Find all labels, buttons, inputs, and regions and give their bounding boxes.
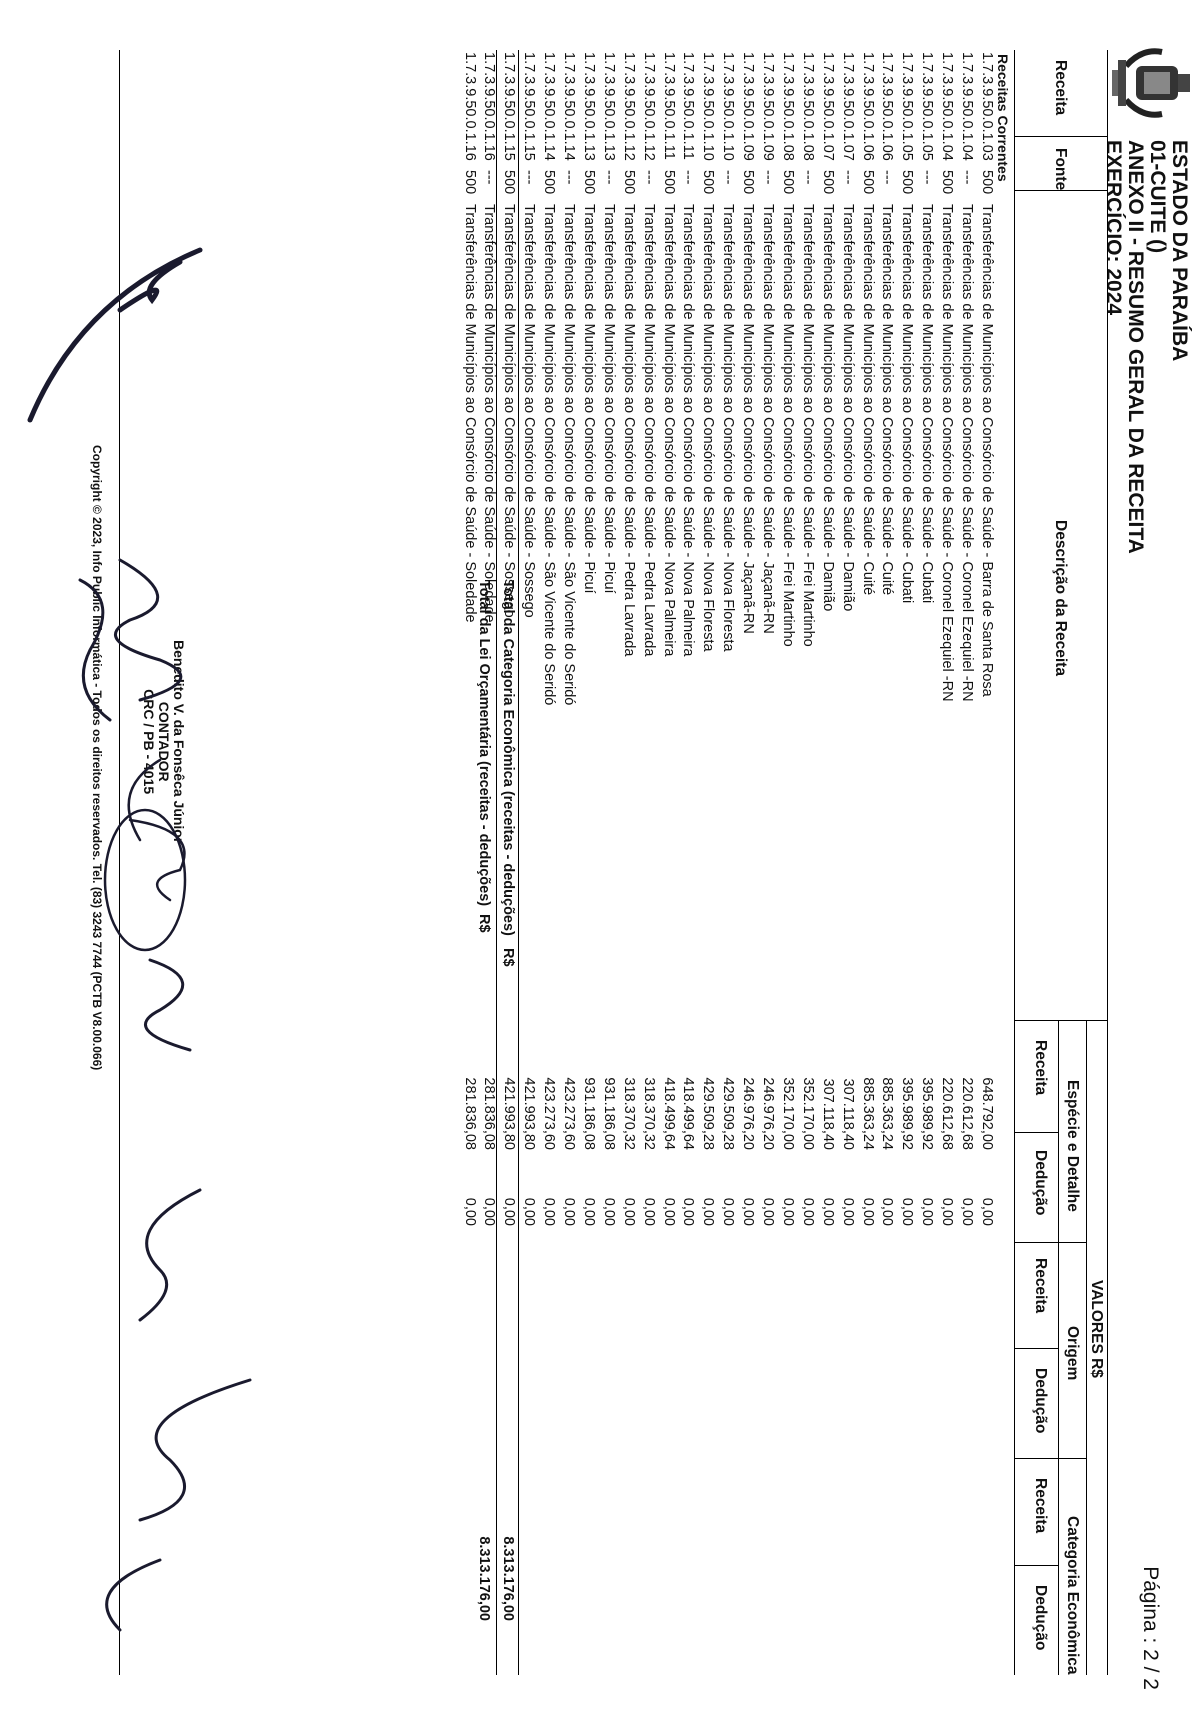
row-deducao: 0,00: [640, 1197, 657, 1226]
row-description: Transferências de Municípios ao Consórcio de Saúde - Pedra Lavrada: [620, 204, 637, 657]
signature-6: [107, 1190, 250, 1630]
row-fonte: ---: [481, 170, 498, 185]
row-fonte: 500: [819, 170, 836, 195]
col-especie: Espécie e Detalhe: [1064, 1080, 1081, 1212]
col-origem: Origem: [1064, 1326, 1081, 1381]
row-fonte: ---: [760, 170, 777, 185]
copyright-footer: Copyright © 2023, Info Public Informática - Todos os direitos reservados. Tel. (83) 3243 7744 (PCTB V8.00.066): [90, 445, 104, 1071]
row-fonte: 500: [660, 170, 677, 195]
row-fonte: 500: [740, 170, 757, 195]
row-fonte: ---: [561, 170, 578, 185]
row-description: Transferências de Municípios ao Consórcio de Saúde - Coronel Ezequiel -RN: [939, 204, 956, 702]
row-code: 1.7.3.9.50.0.1.04: [959, 52, 976, 161]
row-description: Transferências de Municípios ao Consórcio de Saúde - Cuité: [859, 204, 876, 596]
row-code: 1.7.3.9.50.0.1.15: [501, 52, 518, 161]
row-fonte: 500: [780, 170, 796, 195]
row-deducao: 0,00: [799, 1197, 816, 1226]
col-fonte: Fonte: [1052, 148, 1069, 191]
row-receita: 418.499,64: [680, 1077, 697, 1150]
row-code: 1.7.3.9.50.0.1.04: [939, 52, 956, 161]
row-deducao: 0,00: [839, 1197, 856, 1226]
row-code: 1.7.3.9.50.0.1.11: [680, 52, 697, 160]
row-fonte: 500: [700, 170, 717, 195]
row-fonte: 500: [581, 170, 597, 195]
row-description: Transferências de Municípios ao Consórcio de Saúde - São Vicente do Seridó: [541, 204, 558, 706]
row-code: 1.7.3.9.50.0.1.09: [760, 52, 777, 161]
row-deducao: 0,00: [481, 1197, 498, 1226]
row-code: 1.7.3.9.50.0.1.11: [660, 52, 677, 160]
row-fonte: 500: [859, 170, 876, 195]
row-deducao: 0,00: [959, 1197, 976, 1226]
section-label: Receitas Correntes: [995, 54, 1011, 182]
row-description: Transferências de Municípios ao Consórcio de Saúde - Nova Palmeira: [680, 204, 697, 657]
page-number: Página : 2 / 2: [1139, 1566, 1162, 1690]
row-description: Transferências de Municípios ao Consórcio de Saúde - Cubati: [919, 204, 936, 604]
row-deducao: 0,00: [919, 1197, 936, 1226]
row-code: 1.7.3.9.50.0.1.13: [581, 52, 597, 161]
row-code: 1.7.3.9.50.0.1.07: [839, 52, 856, 161]
stamp-crc: CRC / PB - 4015: [141, 689, 157, 795]
row-receita: 421.993,80: [521, 1077, 538, 1150]
row-fonte: 500: [939, 170, 956, 195]
row-deducao: 0,00: [620, 1197, 637, 1226]
row-receita: 885.363,24: [879, 1077, 896, 1150]
row-deducao: 0,00: [979, 1197, 995, 1226]
total-categoria-value: 8.313.176,00: [500, 1536, 516, 1621]
row-code: 1.7.3.9.50.0.1.12: [640, 52, 657, 161]
total-categoria-currency: R$: [500, 948, 516, 967]
especie-receita: Receita: [1032, 1040, 1049, 1096]
row-deducao: 0,00: [720, 1197, 737, 1226]
row-description: Transferências de Municípios ao Consórcio de Saúde - Cubati: [899, 204, 916, 604]
row-code: 1.7.3.9.50.0.1.14: [561, 52, 578, 161]
total-lei-label: Total da Lei Orçamentária (receitas - deduções): [476, 580, 492, 907]
row-fonte: ---: [720, 170, 737, 185]
categoria-receita: Receita: [1032, 1478, 1049, 1534]
row-deducao: 0,00: [501, 1197, 518, 1226]
row-receita: 423.273,60: [561, 1077, 578, 1150]
row-description: Transferências de Municípios ao Consórcio de Saúde - Damião: [819, 204, 836, 612]
row-fonte: 500: [979, 170, 995, 195]
row-description: Transferências de Municípios ao Consórcio de Saúde - Jaçanã-RN: [760, 204, 777, 634]
signature-3: [129, 760, 185, 900]
row-fonte: ---: [600, 170, 617, 185]
row-code: 1.7.3.9.50.0.1.13: [600, 52, 617, 161]
row-deducao: 0,00: [939, 1197, 956, 1226]
row-code: 1.7.3.9.50.0.1.08: [780, 52, 796, 161]
row-deducao: 0,00: [780, 1197, 796, 1226]
row-code: 1.7.3.9.50.0.1.05: [899, 52, 916, 161]
total-categoria-label: Total da Categoria Econômica (receitas - deduções): [500, 580, 516, 936]
row-description: Transferências de Municípios ao Consórcio de Saúde - Soledade: [481, 204, 498, 623]
col-descricao: Descrição da Receita: [1052, 520, 1069, 676]
row-description: Transferências de Municípios ao Consórcio de Saúde - Damião: [839, 204, 856, 612]
stamp-role: CONTADOR: [156, 701, 172, 782]
row-receita: 318.370,32: [620, 1077, 637, 1150]
row-receita: 220.612,68: [939, 1077, 956, 1150]
row-code: 1.7.3.9.50.0.1.05: [919, 52, 936, 161]
row-code: 1.7.3.9.50.0.1.10: [700, 52, 717, 161]
row-receita: 421.993,80: [501, 1077, 518, 1150]
row-receita: 423.273,60: [541, 1077, 558, 1150]
row-fonte: ---: [879, 170, 896, 185]
row-code: 1.7.3.9.50.0.1.09: [740, 52, 757, 161]
origem-deducao: Dedução: [1032, 1368, 1049, 1434]
col-categoria: Categoria Econômica: [1064, 1516, 1081, 1675]
row-receita: 281.836,08: [461, 1077, 478, 1150]
state-name: ESTADO DA PARAÍBA: [1168, 140, 1191, 362]
row-receita: 318.370,32: [640, 1077, 657, 1150]
row-code: 1.7.3.9.50.0.1.16: [461, 52, 478, 161]
row-description: Transferências de Municípios ao Consórcio de Saúde - Nova Floresta: [700, 204, 717, 652]
row-description: Transferências de Municípios ao Consórcio de Saúde - Nova Palmeira: [660, 204, 677, 657]
row-code: 1.7.3.9.50.0.1.14: [541, 52, 558, 161]
row-fonte: 500: [620, 170, 637, 195]
total-lei-currency: R$: [476, 914, 492, 933]
row-deducao: 0,00: [660, 1197, 677, 1226]
row-deducao: 0,00: [680, 1197, 697, 1226]
row-deducao: 0,00: [700, 1197, 717, 1226]
row-fonte: ---: [521, 170, 538, 185]
row-description: Transferências de Municípios ao Consórcio de Saúde - Picuí: [600, 204, 617, 594]
row-code: 1.7.3.9.50.0.1.12: [620, 52, 637, 161]
row-fonte: ---: [680, 170, 697, 185]
origem-receita: Receita: [1032, 1258, 1049, 1314]
row-description: Transferências de Municípios ao Consórcio de Saúde - Jaçanã-RN: [740, 204, 757, 634]
row-deducao: 0,00: [819, 1197, 836, 1226]
row-receita: 246.976,20: [740, 1077, 757, 1150]
row-receita: 352.170,00: [780, 1077, 796, 1150]
row-receita: 648.792,00: [979, 1077, 995, 1150]
row-description: Transferências de Municípios ao Consórcio de Saúde - Sossego: [521, 204, 538, 618]
row-fonte: ---: [959, 170, 976, 185]
row-deducao: 0,00: [859, 1197, 876, 1226]
signature-4: [105, 810, 185, 950]
row-receita: 931.186,08: [581, 1077, 597, 1150]
row-receita: 931.186,08: [600, 1077, 617, 1150]
row-fonte: ---: [919, 170, 936, 185]
row-description: Transferências de Municípios ao Consórcio de Saúde - Coronel Ezequiel -RN: [959, 204, 976, 702]
row-deducao: 0,00: [541, 1197, 558, 1226]
row-receita: 281.836,08: [481, 1077, 498, 1150]
row-fonte: ---: [640, 170, 657, 185]
row-description: Transferências de Municípios ao Consórcio de Saúde - Pedra Lavrada: [640, 204, 657, 657]
row-fonte: 500: [899, 170, 916, 195]
signature-2: [80, 560, 181, 720]
row-description: Transferências de Municípios ao Consórcio de Saúde - Nova Floresta: [720, 204, 737, 652]
row-code: 1.7.3.9.50.0.1.06: [879, 52, 896, 161]
total-lei-value: 8.313.176,00: [476, 1536, 492, 1621]
row-deducao: 0,00: [760, 1197, 777, 1226]
row-deducao: 0,00: [461, 1197, 478, 1226]
row-fonte: 500: [501, 170, 518, 195]
row-code: 1.7.3.9.50.0.1.15: [521, 52, 538, 161]
row-receita: 395.989,92: [919, 1077, 936, 1150]
entity-name: 01-CUITE (): [1146, 140, 1169, 254]
col-valores: VALORES R$: [1088, 1280, 1105, 1378]
row-receita: 307.118,40: [819, 1078, 836, 1150]
row-deducao: 0,00: [879, 1197, 896, 1226]
row-fonte: ---: [799, 170, 816, 185]
annex-title: ANEXO II - RESUMO GERAL DA RECEITA: [1124, 140, 1147, 554]
row-receita: 352.170,00: [799, 1077, 816, 1150]
row-description: Transferências de Municípios ao Consórcio de Saúde - Frei Martinho: [780, 204, 796, 647]
row-receita: 246.976,20: [760, 1077, 777, 1150]
signature-5: [145, 960, 190, 1050]
row-receita: 885.363,24: [859, 1077, 876, 1150]
row-description: Transferências de Municípios ao Consórcio de Saúde - Picuí: [581, 204, 597, 594]
row-description: Transferências de Municípios ao Consórcio de Saúde - Soledade: [461, 204, 478, 623]
row-receita: 395.989,92: [899, 1077, 916, 1150]
row-receita: 307.118,40: [839, 1078, 856, 1150]
row-description: Transferências de Municípios ao Consórcio de Saúde - Frei Martinho: [799, 204, 816, 647]
row-receita: 429.509,28: [700, 1077, 717, 1150]
col-receita: Receita: [1052, 60, 1069, 116]
row-receita: 220.612,68: [959, 1077, 976, 1150]
row-code: 1.7.3.9.50.0.1.03: [979, 52, 995, 161]
row-description: Transferências de Municípios ao Consórcio de Saúde - Sossego: [501, 204, 518, 618]
row-deducao: 0,00: [581, 1197, 597, 1226]
row-deducao: 0,00: [600, 1197, 617, 1226]
row-description: Transferências de Municípios ao Consórcio de Saúde - Barra de Santa Rosa: [979, 204, 995, 697]
row-deducao: 0,00: [521, 1197, 538, 1226]
row-receita: 418.499,64: [660, 1077, 677, 1150]
row-description: Transferências de Municípios ao Consórcio de Saúde - São Vicente do Seridó: [561, 204, 578, 706]
row-receita: 429.509,28: [720, 1077, 737, 1150]
row-deducao: 0,00: [561, 1197, 578, 1226]
row-fonte: 500: [461, 170, 478, 195]
row-code: 1.7.3.9.50.0.1.07: [819, 52, 836, 161]
row-code: 1.7.3.9.50.0.1.10: [720, 52, 737, 161]
row-deducao: 0,00: [740, 1197, 757, 1226]
row-fonte: ---: [839, 170, 856, 185]
especie-deducao: Dedução: [1032, 1150, 1049, 1216]
stamp-name: Benedito V. da Fonsêca Júnior: [171, 640, 187, 844]
categoria-deducao: Dedução: [1032, 1585, 1049, 1651]
row-description: Transferências de Municípios ao Consórcio de Saúde - Cuité: [879, 204, 896, 596]
row-code: 1.7.3.9.50.0.1.16: [481, 52, 498, 161]
row-code: 1.7.3.9.50.0.1.08: [799, 52, 816, 161]
row-code: 1.7.3.9.50.0.1.06: [859, 52, 876, 161]
row-deducao: 0,00: [899, 1197, 916, 1226]
row-fonte: 500: [541, 170, 558, 195]
signature-1: [30, 250, 200, 420]
fiscal-year: EXERCÍCIO: 2024: [1102, 140, 1125, 316]
